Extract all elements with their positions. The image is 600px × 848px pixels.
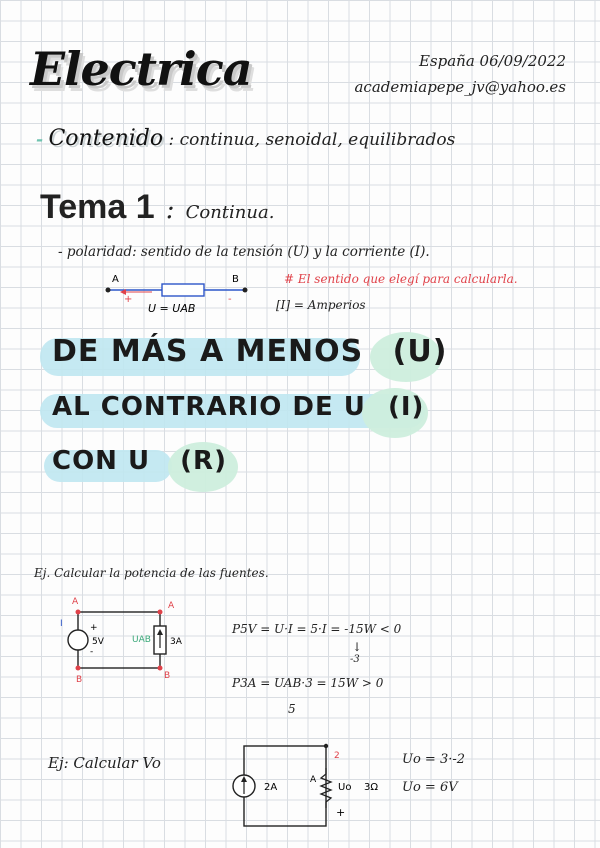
example1-label: Ej. Calcular la potencia de las fuentes.	[34, 566, 269, 580]
example2-label: Ej: Calcular Vo	[48, 754, 161, 772]
example1-eq2-sub: 5	[288, 702, 296, 716]
example1-voltage-source	[68, 630, 88, 650]
polarity-plus: +	[124, 294, 133, 305]
example1-eq1-arrow: ↓	[352, 640, 363, 654]
contenido-items: continua, senoidal, equilibrados	[179, 130, 456, 150]
country-date: España 06/09/2022	[418, 52, 566, 70]
example2-uo-label: Uo	[338, 782, 352, 793]
rule-current-text: AL CONTRARIO DE U	[52, 392, 366, 422]
example1-eq2: P3A = UAB·3 = 15W > 0	[232, 676, 384, 690]
example1-minus: -	[90, 647, 94, 657]
example1-uab-label: UAB	[132, 635, 151, 645]
example1-label-a-right: A	[168, 601, 175, 611]
tema-heading-row	[40, 188, 274, 227]
polarity-node-a	[106, 288, 111, 293]
polarity-minus: -	[228, 294, 232, 305]
example1-circuit	[58, 596, 198, 686]
rule-resistance-tag: (R)	[180, 446, 227, 476]
polarity-node-b	[243, 288, 248, 293]
example2-node-a: A	[310, 775, 317, 785]
example1-current-label: I	[60, 619, 63, 629]
rule-voltage-text: DE MÁS A MENOS	[52, 334, 364, 369]
rule-voltage	[52, 334, 447, 369]
example2-plus: +	[336, 806, 346, 819]
example1-label-b-left: B	[76, 675, 83, 685]
polarity-label-b: B	[232, 274, 239, 285]
example2-circuit	[226, 738, 396, 834]
author-email: academiapepe_jv@yahoo.es	[354, 78, 566, 96]
example1-eq1: P5V = U·I = 5·I = -15W < 0	[232, 622, 402, 636]
example2-resistor	[321, 768, 331, 808]
example1-plus: +	[90, 623, 98, 633]
example1-label-b-right: B	[164, 671, 171, 681]
example1-label-a-left: A	[72, 597, 79, 607]
rule-resistance	[52, 446, 227, 476]
example1-source-v-label: 5V	[92, 637, 104, 647]
example2-resistor-label: 3Ω	[364, 782, 379, 793]
example1-node-b-right	[158, 666, 163, 671]
example2-top-label: 2	[334, 751, 340, 761]
rule-resistance-text: CON U	[52, 446, 151, 476]
example2-loop	[244, 746, 326, 826]
rule-current	[52, 392, 424, 422]
example2-source-label: 2A	[264, 782, 278, 793]
polaridad-text: - polaridad: sentido de la tensión (U) y la corriente (I).	[58, 244, 430, 260]
tema-label: Tema 1	[40, 188, 155, 226]
contenido-colon: :	[168, 130, 175, 150]
example2-node-top	[324, 744, 328, 748]
rule-current-tag: (I)	[387, 392, 425, 422]
polarity-diagram	[100, 270, 250, 320]
example1-node-a-right	[158, 610, 163, 615]
example1-node-b-left	[76, 666, 81, 671]
contenido-label: Contenido	[48, 126, 164, 151]
example1-source-i-label: 3A	[170, 637, 182, 647]
example1-node-a-left	[76, 610, 81, 615]
example2-eq1: Uo = 3·-2	[402, 752, 466, 767]
polarity-u-label: U = UAB	[148, 302, 196, 315]
amperios-note: [I] = Amperios	[276, 298, 366, 312]
contenido-dash: -	[36, 130, 44, 150]
tema-subtitle: Continua.	[185, 202, 275, 223]
polarity-label-a: A	[112, 274, 119, 285]
contenido-heading	[48, 126, 163, 151]
page-title: Electrica	[30, 42, 252, 96]
note-red: # El sentido que elegí para calcularla.	[284, 272, 518, 286]
example1-eq1-sub: -3	[350, 654, 360, 665]
tema-colon: :	[165, 195, 175, 225]
rule-voltage-tag: (U)	[392, 334, 448, 369]
polarity-resistor	[162, 284, 204, 296]
example2-eq2: Uo = 6V	[402, 780, 458, 795]
contenido-row	[36, 126, 455, 151]
